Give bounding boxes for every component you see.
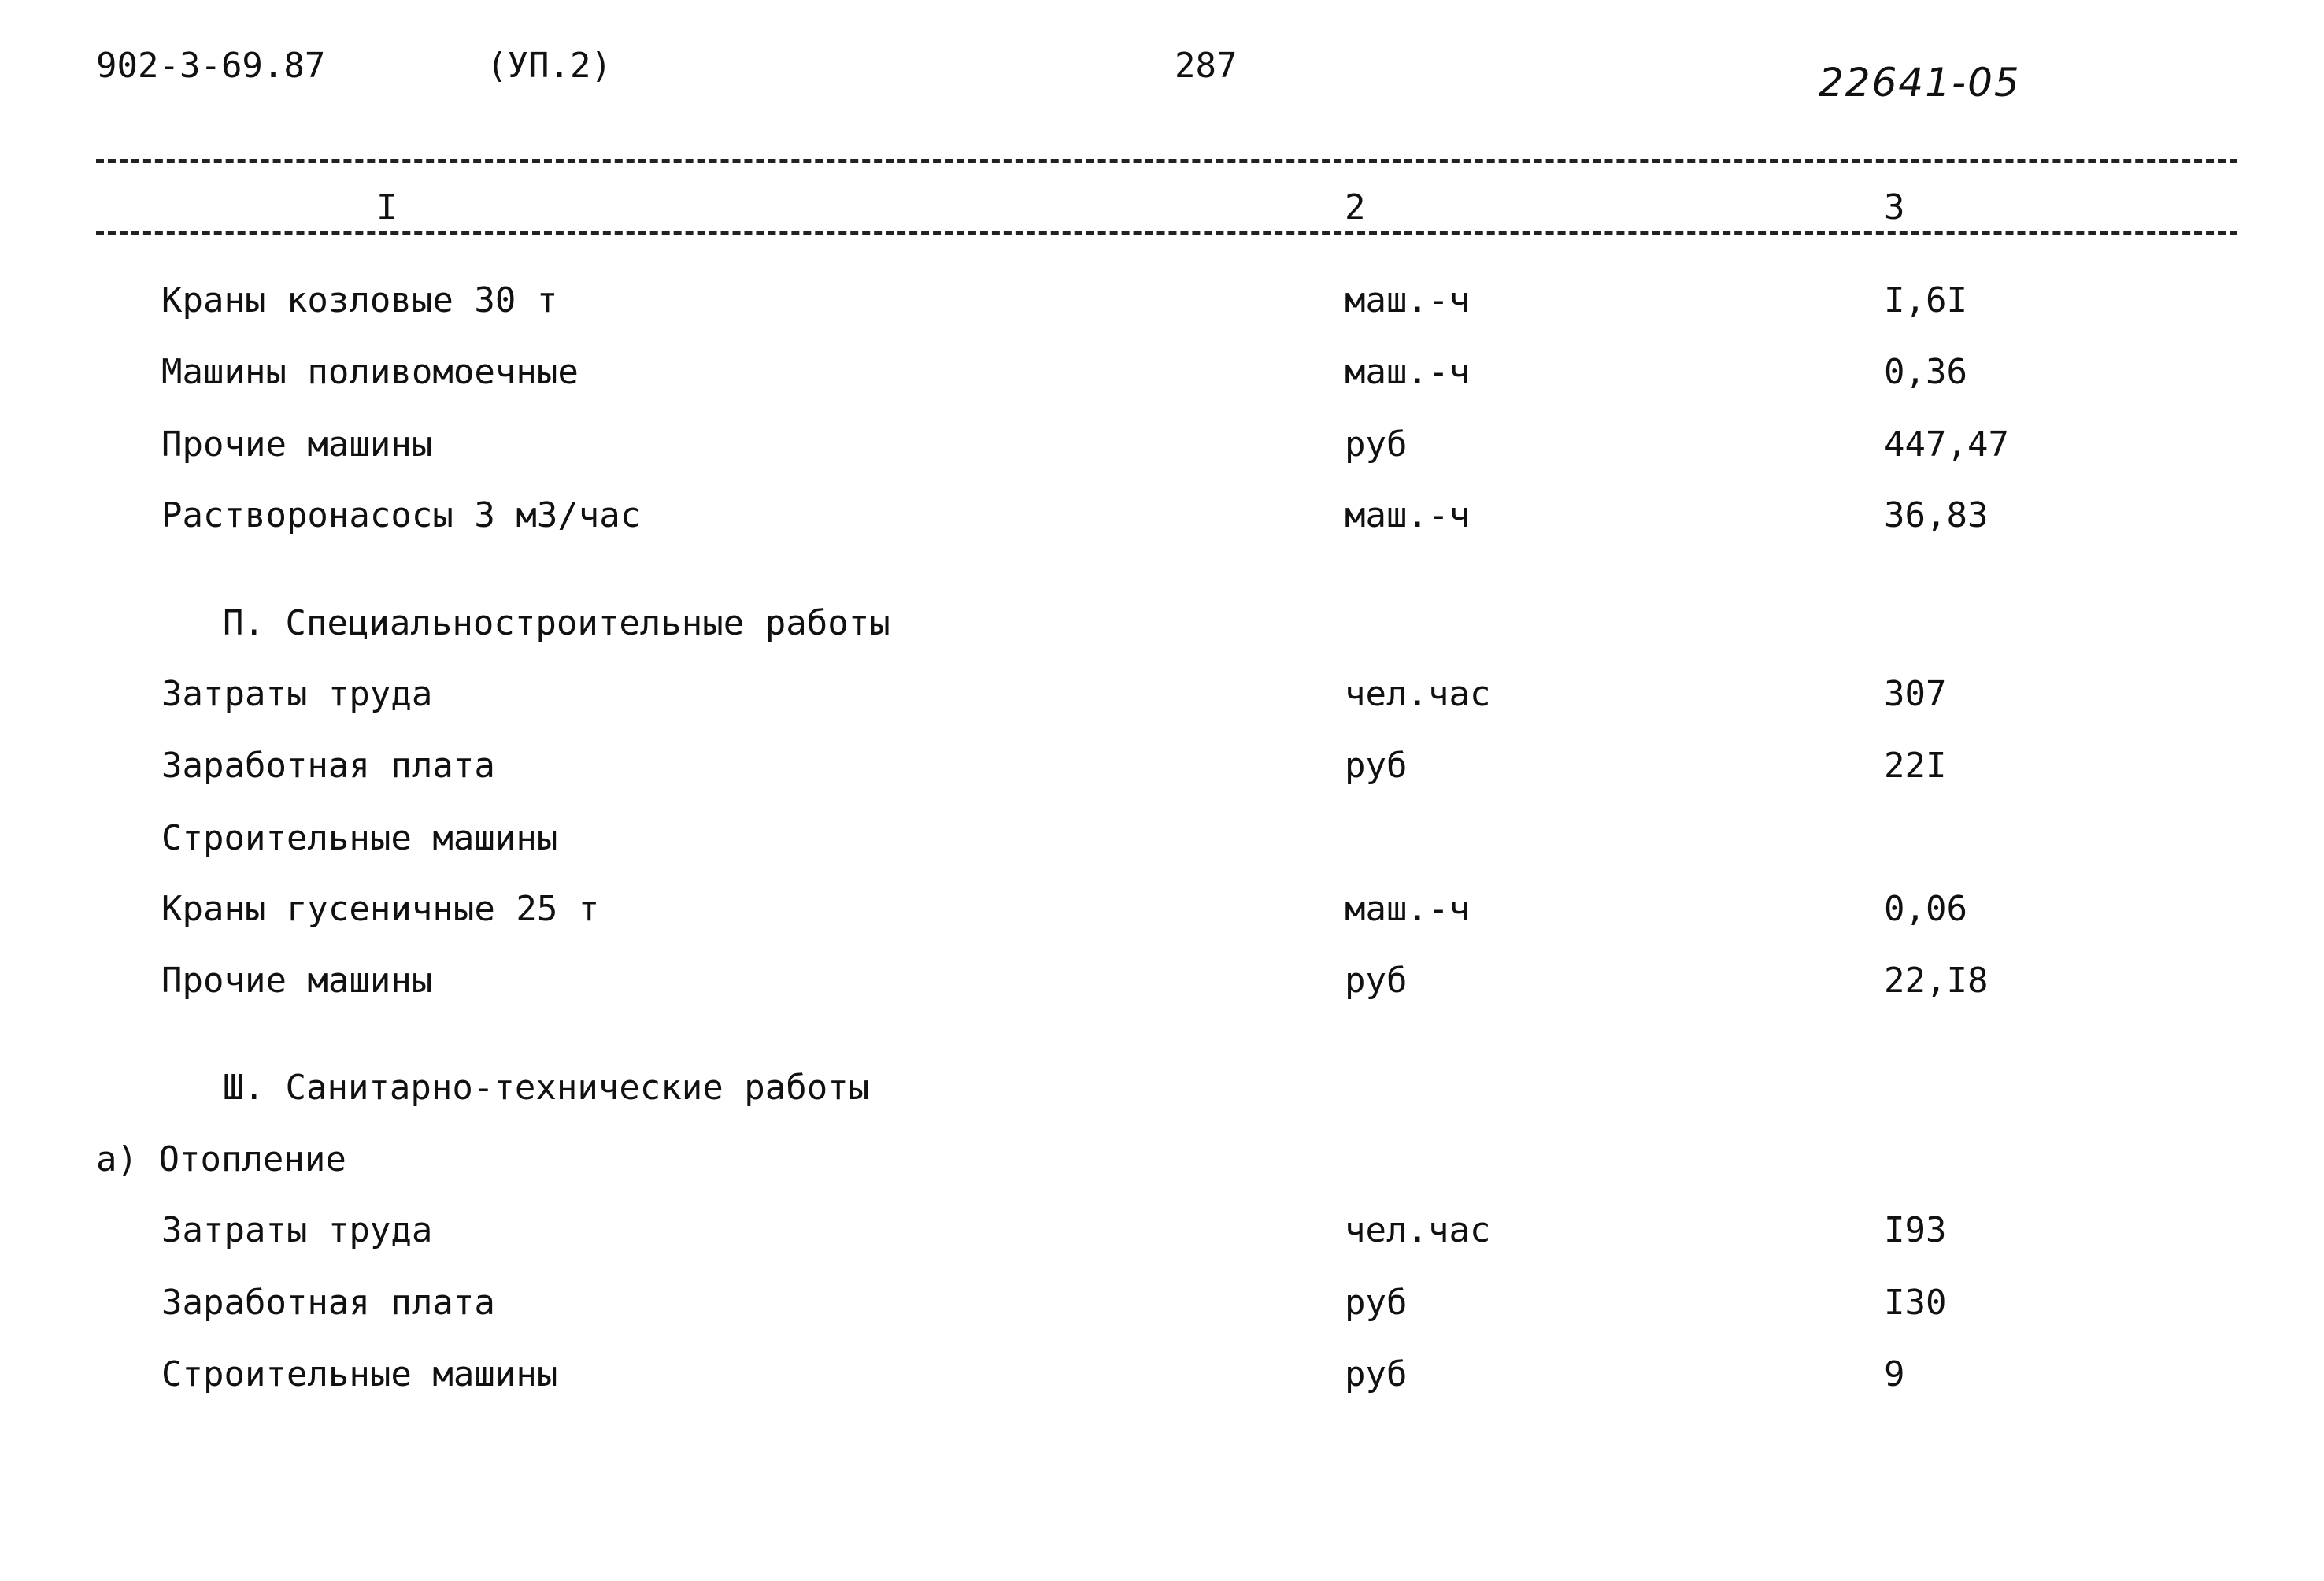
row-unit: руб bbox=[1345, 961, 1408, 1001]
row-value: 36,83 bbox=[1884, 495, 1989, 535]
section-title: Ш. Санитарно-технические работы bbox=[223, 1068, 870, 1108]
row-unit: руб bbox=[1345, 746, 1408, 786]
row-name: Прочие машины bbox=[161, 424, 433, 465]
row-unit: маш.-ч bbox=[1345, 889, 1470, 929]
table-header-rule bbox=[96, 231, 2237, 235]
album-label: (УП.2) bbox=[487, 46, 612, 86]
row-unit: чел.час bbox=[1345, 674, 1491, 714]
row-name: Растворонасосы 3 м3/час bbox=[161, 495, 642, 535]
table-row bbox=[0, 492, 2324, 539]
row-name: Затраты труда bbox=[161, 674, 433, 714]
table-row bbox=[0, 1351, 2324, 1398]
table-row bbox=[0, 957, 2324, 1005]
row-value: 0,36 bbox=[1884, 352, 1967, 392]
document-code: 902-3-69.87 bbox=[96, 46, 326, 86]
table-row bbox=[0, 886, 2324, 933]
row-value: I30 bbox=[1884, 1283, 1947, 1323]
row-unit: руб bbox=[1345, 1283, 1408, 1323]
column-number-1: I bbox=[376, 187, 398, 228]
row-value: 0,06 bbox=[1884, 889, 1967, 929]
row-name: Машины поливомоечные bbox=[161, 352, 579, 392]
row-name: Затраты труда bbox=[161, 1210, 433, 1250]
table-row bbox=[0, 421, 2324, 468]
row-name: Строительные машины bbox=[161, 1354, 558, 1394]
column-number-2: 2 bbox=[1345, 187, 1366, 228]
inventory-number: 22641-05 bbox=[1819, 60, 2021, 106]
row-value: I93 bbox=[1884, 1210, 1947, 1250]
row-name: Прочие машины bbox=[161, 961, 433, 1001]
row-unit: маш.-ч bbox=[1345, 495, 1470, 535]
table-row bbox=[0, 671, 2324, 718]
row-value: 447,47 bbox=[1884, 424, 2009, 465]
row-unit: чел.час bbox=[1345, 1210, 1491, 1250]
row-name: Краны гусеничные 25 т bbox=[161, 889, 600, 929]
row-unit: руб bbox=[1345, 1354, 1408, 1394]
row-value: 307 bbox=[1884, 674, 1947, 714]
row-name: Строительные машины bbox=[161, 818, 558, 858]
column-number-3: 3 bbox=[1884, 187, 1905, 228]
table-row bbox=[0, 1207, 2324, 1254]
row-value: 22I bbox=[1884, 746, 1947, 786]
row-unit: руб bbox=[1345, 424, 1408, 465]
table-row bbox=[0, 1279, 2324, 1327]
table-row bbox=[0, 815, 2324, 862]
row-unit: маш.-ч bbox=[1345, 280, 1470, 320]
row-unit: маш.-ч bbox=[1345, 352, 1470, 392]
row-value: 9 bbox=[1884, 1354, 1905, 1394]
row-value: 22,I8 bbox=[1884, 961, 1989, 1001]
row-name: Заработная плата bbox=[161, 746, 495, 786]
table-top-rule bbox=[96, 159, 2237, 163]
subsection-title: а) Отопление bbox=[96, 1139, 346, 1179]
table-row bbox=[0, 349, 2324, 396]
page-number: 287 bbox=[1175, 46, 1238, 86]
row-value: I,6I bbox=[1884, 280, 1967, 320]
row-name: Заработная плата bbox=[161, 1283, 495, 1323]
section-title: П. Специальностроительные работы bbox=[223, 603, 890, 643]
table-row bbox=[0, 277, 2324, 324]
row-name: Краны козловые 30 т bbox=[161, 280, 558, 320]
table-row bbox=[0, 742, 2324, 790]
